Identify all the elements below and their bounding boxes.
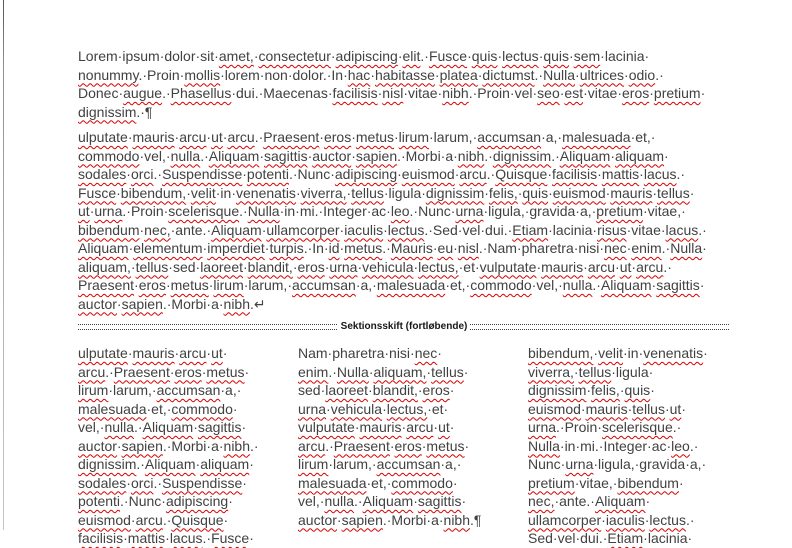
- misspelled-word: lirum: [298, 456, 329, 472]
- text-line: nec,·ante.·Aliquam·: [528, 493, 651, 509]
- misspelled-word: eros: [622, 85, 650, 101]
- misspelled-word: lectus,: [386, 400, 428, 417]
- misspelled-word: venenatis: [643, 345, 704, 361]
- misspelled-word: mauris: [132, 129, 175, 145]
- misspelled-word: amet,: [218, 48, 254, 64]
- misspelled-word: facilisis: [332, 85, 378, 101]
- misspelled-word: urna: [455, 203, 484, 219]
- misspelled-word: urna: [329, 258, 358, 275]
- text-line: Aliquam·elementum·imperdiet·turpis.·In·id·metus.·Mauris·eu·nisl.·Nam·pharetra·nisi·nec·enim.·Nulla·: [78, 240, 707, 256]
- misspelled-word: dignissim: [78, 103, 137, 120]
- column-1: [78, 344, 280, 548]
- misspelled-word: mauris: [359, 419, 402, 435]
- misspelled-word: Nulla: [543, 66, 576, 83]
- misspelled-word: laoreet: [325, 382, 369, 398]
- misspelled-word: tellus: [351, 184, 384, 201]
- misspelled-word: vehicula: [362, 258, 414, 275]
- misspelled-word: adipiscing: [335, 48, 398, 64]
- misspelled-word: sagittis: [656, 277, 700, 293]
- misspelled-word: enim: [631, 240, 662, 256]
- misspelled-word: malesuada: [78, 400, 147, 417]
- misspelled-word: arcu: [227, 129, 255, 145]
- text-line: commodo·vel,·nulla.·Aliquam·sagittis·auctor·sapien.·Morbi·a·nibh.·dignissim.·Aliquam·aliquam·: [78, 147, 669, 164]
- misspelled-word: dignissim: [528, 382, 587, 398]
- text-line: aliquam,·tellus·sed·laoreet·blandit,·eros·urna·vehicula·lectus,·et·vulputate·mauris·arcu·ut·arcu.·: [78, 258, 672, 275]
- misspelled-word: dignissim: [78, 456, 137, 472]
- columns-section: [78, 344, 730, 548]
- misspelled-word: sapien: [121, 295, 163, 312]
- misspelled-word: elit: [402, 48, 421, 64]
- misspelled-word: consectetur: [258, 48, 331, 64]
- text-line: ulputate·mauris·arcu·ut·: [78, 345, 228, 361]
- misspelled-word: vulputate: [479, 258, 537, 275]
- text-line: ulputate·mauris·arcu·ut·arcu.·Praesent·eros·metus·lirum·larum,·accumsan·a,·malesuada·et,·: [78, 129, 656, 145]
- misspelled-word: viverra,: [528, 363, 574, 380]
- misspelled-word: seo: [537, 85, 560, 101]
- misspelled-word: Nulla: [247, 203, 280, 219]
- text-line: malesuada·et,·commodo·: [298, 474, 458, 491]
- misspelled-word: aliquam,: [373, 363, 427, 380]
- text-line: urna.·Proin·scelerisque.·: [528, 419, 682, 435]
- text-line: pretium·vitae,·bibendum·: [528, 474, 684, 491]
- misspelled-word: tellus: [135, 258, 169, 275]
- misspelled-word: auctor: [312, 147, 352, 164]
- misspelled-word: Nulla: [336, 363, 369, 380]
- misspelled-word: aliquam: [615, 147, 665, 164]
- misspelled-word: nisl: [382, 85, 404, 101]
- text-line: dignissim.·Aliquam·aliquam·: [78, 456, 254, 472]
- misspelled-word: leo: [390, 203, 410, 219]
- misspelled-word: malesuada: [562, 129, 631, 145]
- text-line: Nam·pharetra·nisi·nec·: [298, 345, 442, 361]
- misspelled-word: lectus,: [418, 258, 459, 275]
- misspelled-word: arcu: [179, 345, 207, 361]
- misspelled-word: nibh: [223, 295, 250, 312]
- misspelled-word: malesuada: [298, 474, 367, 491]
- column-3: [528, 344, 730, 548]
- misspelled-word: lectus: [649, 511, 686, 528]
- misspelled-word: auctor: [298, 511, 337, 528]
- text-line: Nulla·in·mi.·Integer·ac·leo.·: [528, 437, 699, 454]
- misspelled-word: facilisis: [78, 530, 124, 546]
- misspelled-word: nulla: [562, 277, 593, 293]
- misspelled-word: nulla: [170, 147, 201, 164]
- misspelled-word: lirum: [213, 277, 244, 293]
- misspelled-word: felis,: [488, 184, 518, 201]
- misspelled-word: mauris: [132, 345, 175, 361]
- text-line: auctor·sapien.·Morbi·a·nibh.·: [78, 437, 259, 454]
- misspelled-word: Fusce: [428, 48, 468, 64]
- misspelled-word: eros: [297, 258, 325, 275]
- misspelled-word: velit: [190, 184, 216, 201]
- misspelled-word: nisl: [457, 240, 479, 256]
- misspelled-word: Etiam: [607, 530, 644, 546]
- misspelled-word: nibh: [457, 147, 485, 164]
- misspelled-word: Aliquam: [362, 493, 414, 509]
- misspelled-word: viverra,: [300, 184, 347, 201]
- misspelled-word: mattis: [127, 530, 166, 546]
- misspelled-word: mollis: [184, 66, 221, 83]
- misspelled-word: id: [328, 240, 340, 256]
- text-line: bibendum·nec,·ante.·Aliquam·ullamcorper·iaculis·lectus.·Sed·vel·dui.·Etiam·lacinia·risus·vitae·lacus.·: [78, 221, 707, 238]
- misspelled-word: nonummy: [78, 66, 139, 83]
- misspelled-word: bibendum,: [528, 345, 594, 361]
- misspelled-word: ut: [619, 258, 632, 275]
- text-line: enim.·Nulla·aliquam,·tellus·: [298, 363, 469, 380]
- misspelled-word: ut: [78, 203, 90, 219]
- column-2: [298, 344, 510, 548]
- misspelled-word: arcu: [78, 363, 106, 380]
- misspelled-word: lirum: [78, 382, 109, 398]
- misspelled-word: metus: [206, 363, 245, 380]
- misspelled-word: imperdiet: [207, 240, 265, 256]
- misspelled-word: iaculis: [344, 221, 384, 238]
- misspelled-word: Fusce: [211, 530, 250, 546]
- misspelled-word: Quisque: [495, 166, 548, 182]
- text-line: ullamcorper·iaculis·lectus.·: [528, 511, 695, 528]
- misspelled-word: sagittis: [197, 419, 242, 435]
- text-line: lirum·larum,·accumsan·a,·: [298, 456, 462, 472]
- misspelled-word: aliquam,: [78, 258, 131, 275]
- misspelled-word: venenatis: [236, 184, 296, 201]
- misspelled-word: Nulla: [670, 240, 703, 256]
- misspelled-word: eu: [437, 240, 454, 256]
- misspelled-word: metus: [426, 437, 465, 454]
- misspelled-word: accumsan: [376, 456, 441, 472]
- misspelled-word: accumsan: [156, 382, 221, 398]
- misspelled-word: euismod: [401, 166, 455, 182]
- text-line: Donec·augue.·Phasellus·dui.·Maecenas·facilisis·nisl·vitae·nibh.·Proin·vel·seo·est·vitae·eros·pretium·: [78, 85, 706, 101]
- text-line: Nunc·urna·ligula,·gravida·a,·: [528, 456, 707, 472]
- misspelled-word: tellus: [657, 184, 690, 201]
- misspelled-word: nulla: [324, 493, 355, 509]
- text-line: vel,·nulla.·Aliquam·sagittis·: [298, 493, 467, 509]
- misspelled-word: risus: [597, 221, 627, 238]
- misspelled-word: commodo: [171, 400, 233, 417]
- section-break-marker: [78, 320, 730, 333]
- misspelled-word: arcu: [636, 258, 664, 275]
- misspelled-word: sagittis: [264, 147, 308, 164]
- misspelled-word: Aliquam: [211, 221, 262, 238]
- misspelled-word: sem: [573, 48, 601, 64]
- misspelled-word: arcu: [179, 129, 207, 145]
- misspelled-word: lacus: [169, 530, 203, 546]
- misspelled-word: quis: [522, 184, 549, 201]
- section-break-label: Sektionsskift (fortløbende): [340, 321, 468, 332]
- misspelled-word: ulputate: [78, 345, 128, 361]
- misspelled-word: arcu: [298, 437, 326, 454]
- misspelled-word: eros: [138, 277, 166, 293]
- misspelled-word: habitasse: [374, 66, 435, 83]
- misspelled-word: urna: [528, 419, 557, 435]
- misspelled-word: ullamcorper: [266, 221, 340, 238]
- misspelled-word: metus: [170, 277, 209, 293]
- misspelled-word: aliquam: [200, 456, 250, 472]
- misspelled-word: nibh: [223, 437, 250, 454]
- misspelled-word: Aliquam: [144, 456, 196, 472]
- text-line: ut·urna.·Proin·scelerisque.·Nulla·in·mi.·Integer·ac·leo.·Nunc·urna·ligula,·gravida·a,·pretium·vitae,·: [78, 203, 686, 219]
- text-line: sodales·orci.·Suspendisse·potenti.·Nunc·adipiscing·euismod·arcu.·Quisque·facilisis·mattis·lacus.·: [78, 166, 686, 182]
- section-break-dots-right: [470, 324, 730, 330]
- misspelled-word: arcu: [135, 511, 163, 528]
- text-line: arcu.·Praesent·eros·metus·: [298, 437, 470, 454]
- misspelled-word: felis,: [591, 382, 620, 398]
- text-line: Lorem·ipsum·dolor·sit·amet,·consectetur·adipiscing·elit.·Fusce·quis·lectus·quis·sem·lacinia·: [78, 48, 650, 64]
- misspelled-word: pretium: [653, 85, 701, 101]
- misspelled-word: lirum: [398, 129, 430, 145]
- misspelled-word: dictumst: [482, 66, 535, 83]
- misspelled-word: vehicula: [330, 400, 383, 417]
- misspelled-word: Etiam: [512, 221, 549, 238]
- misspelled-word: sapien: [341, 511, 383, 528]
- misspelled-word: arcu: [587, 258, 616, 275]
- text-line: Praesent·eros·metus·lirum·larum,·accumsan·a,·malesuada·et,·commodo·vel,·nulla.·Aliquam·sagittis·: [78, 277, 705, 293]
- misspelled-word: tellus: [578, 363, 612, 380]
- misspelled-word: arcu: [459, 166, 487, 182]
- misspelled-word: nibh: [442, 85, 469, 101]
- misspelled-word: commodo: [391, 474, 453, 491]
- misspelled-word: accumsan: [477, 129, 542, 145]
- misspelled-word: bibendum,: [120, 184, 187, 201]
- misspelled-word: urna: [298, 400, 327, 417]
- text-line: facilisis·mattis·lacus.·Fusce·: [78, 530, 254, 546]
- misspelled-word: eros: [422, 382, 450, 398]
- misspelled-word: eros: [394, 437, 422, 454]
- misspelled-word: sapien: [355, 147, 398, 164]
- misspelled-word: nulla: [104, 419, 135, 435]
- misspelled-word: Aliquam: [208, 147, 260, 164]
- misspelled-word: quis: [624, 382, 651, 398]
- paragraph-2: [78, 128, 730, 313]
- misspelled-word: est: [564, 85, 584, 101]
- misspelled-word: dignissim: [425, 184, 485, 201]
- misspelled-word: laoreet: [200, 258, 243, 275]
- misspelled-word: tellus: [632, 400, 665, 417]
- text-line: malesuada·et,·commodo·: [78, 400, 238, 417]
- misspelled-word: lectus: [387, 221, 425, 238]
- misspelled-word: adipiscing: [334, 166, 398, 182]
- text-line: arcu.·Praesent·eros·metus·: [78, 363, 250, 380]
- misspelled-word: mauris: [610, 184, 653, 201]
- misspelled-word: turpis: [269, 240, 304, 256]
- text-line: viverra,·tellus·ligula·: [528, 363, 654, 380]
- text-line: auctor·sapien.·Morbi·a·nibh.¶: [298, 511, 482, 528]
- misspelled-word: Praesent: [113, 363, 170, 380]
- misspelled-word: nec: [604, 240, 627, 256]
- misspelled-word: lacus: [665, 221, 699, 238]
- misspelled-word: sodales: [78, 474, 127, 491]
- misspelled-word: Praesent: [333, 437, 390, 454]
- misspelled-word: mauris: [541, 258, 584, 275]
- misspelled-word: sagittis: [417, 493, 462, 509]
- page-edge-line: [3, 0, 4, 530]
- misspelled-word: lectus: [502, 48, 539, 64]
- misspelled-word: Fusce: [78, 184, 117, 201]
- misspelled-word: iaculis: [605, 511, 645, 528]
- misspelled-word: Aliquam: [78, 240, 129, 256]
- misspelled-word: potenti: [78, 493, 121, 509]
- misspelled-word: nec,: [528, 493, 555, 509]
- misspelled-word: Suspendisse: [162, 474, 243, 491]
- misspelled-word: lacus: [643, 166, 677, 182]
- misspelled-word: Nulla: [528, 437, 560, 454]
- misspelled-word: tellus: [431, 363, 464, 380]
- misspelled-word: blandit,: [372, 382, 418, 398]
- misspelled-word: euismod: [528, 400, 581, 417]
- misspelled-word: sodales: [78, 166, 127, 182]
- misspelled-word: ut: [438, 419, 450, 435]
- misspelled-word: facilisis: [552, 166, 598, 182]
- misspelled-word: ullamcorper: [528, 511, 602, 528]
- misspelled-word: Aliquam: [600, 277, 652, 293]
- misspelled-word: commodo: [78, 147, 140, 164]
- misspelled-word: metus: [355, 129, 394, 145]
- misspelled-word: nec: [414, 345, 438, 361]
- text-line: euismod·arcu.·Quisque·: [78, 511, 229, 528]
- misspelled-word: scelerisque: [601, 419, 673, 435]
- misspelled-word: orci: [130, 474, 154, 491]
- misspelled-word: hac: [347, 66, 371, 83]
- text-line: sodales·orci.·Suspendisse·: [78, 474, 247, 491]
- misspelled-word: sapien: [121, 437, 163, 454]
- misspelled-word: mattis: [601, 166, 640, 182]
- misspelled-word: metus: [344, 240, 383, 256]
- misspelled-word: nibh: [443, 511, 470, 528]
- text-line: bibendum,·velit·in·venenatis·: [528, 345, 708, 361]
- misspelled-word: nec,: [144, 221, 171, 238]
- misspelled-word: euismod: [552, 184, 606, 201]
- paragraph-1: [78, 47, 730, 121]
- misspelled-word: vulputate: [298, 419, 355, 435]
- misspelled-word: adipiscing: [165, 493, 229, 509]
- misspelled-word: malesuada: [376, 277, 446, 293]
- text-line: lirum·larum,·accumsan·a,·: [78, 382, 242, 398]
- misspelled-word: ulputate: [78, 129, 128, 145]
- misspelled-word: ut: [669, 400, 682, 417]
- text-line: Fusce·bibendum,·velit·in·venenatis·viverra,·tellus·ligula·dignissim·felis,·quis·euismod·mauris·tellus·: [78, 184, 695, 201]
- text-line: sed·laoreet·blandit,·eros·: [298, 382, 455, 398]
- text-line: urna·vehicula·lectus,·et·: [298, 400, 449, 417]
- text-line: potenti.·Nunc·adipiscing·: [78, 493, 233, 509]
- misspelled-word: Praesent: [263, 129, 320, 145]
- misspelled-word: Praesent: [78, 277, 135, 293]
- misspelled-word: augue: [123, 85, 163, 101]
- misspelled-word: Aliquam: [559, 147, 611, 164]
- misspelled-word: auctor: [78, 437, 117, 454]
- misspelled-word: odio: [628, 66, 656, 83]
- misspelled-word: ultrices: [579, 66, 625, 83]
- misspelled-word: quis: [471, 48, 498, 64]
- misspelled-word: potenti: [246, 166, 289, 182]
- misspelled-word: bibendum: [617, 474, 679, 491]
- misspelled-word: auctor: [78, 295, 117, 312]
- misspelled-word: Phasellus: [170, 85, 232, 101]
- text-line: Sed·vel·dui.·Etiam·lacinia·: [528, 530, 693, 546]
- misspelled-word: pretium: [528, 474, 575, 491]
- misspelled-word: orci: [130, 166, 154, 182]
- misspelled-word: enim: [298, 363, 329, 380]
- text-line: vel,·nulla.·Aliquam·sagittis·: [78, 419, 247, 435]
- document-text-area[interactable]: [78, 47, 730, 548]
- misspelled-word: Mauris: [390, 240, 433, 256]
- misspelled-word: euismod: [78, 511, 131, 528]
- section-break-dots-left: [78, 324, 338, 330]
- misspelled-word: Suspendisse: [162, 166, 243, 182]
- misspelled-word: quis: [543, 48, 570, 64]
- misspelled-word: eros: [174, 363, 202, 380]
- misspelled-word: Aliquam: [594, 493, 646, 509]
- misspelled-word: elementum: [133, 240, 203, 256]
- misspelled-word: mauris: [585, 400, 628, 417]
- misspelled-word: ut: [211, 129, 223, 145]
- misspelled-word: urna: [565, 456, 594, 472]
- misspelled-word: dignissim: [492, 147, 552, 164]
- misspelled-word: platea: [439, 66, 478, 83]
- misspelled-word: blandit,: [247, 258, 293, 275]
- misspelled-word: velit: [598, 345, 623, 361]
- text-line: dignissim·felis,·quis·: [528, 382, 655, 398]
- misspelled-word: accumsan: [292, 277, 356, 293]
- text-line: euismod·mauris·tellus·ut·: [528, 400, 686, 417]
- misspelled-word: Aliquam: [142, 419, 194, 435]
- misspelled-word: bibendum: [78, 221, 140, 238]
- text-line: nonummy.·Proin·mollis·lorem·non·dolor.·In·hac·habitasse·platea·dictumst.·Nulla·ultrices·odio.·: [78, 66, 664, 83]
- misspelled-word: urna: [94, 203, 123, 219]
- misspelled-word: Quisque: [171, 511, 224, 528]
- misspelled-word: pretium: [596, 203, 643, 219]
- misspelled-word: leo: [671, 437, 690, 454]
- misspelled-word: commodo: [470, 277, 532, 293]
- misspelled-word: arcu: [406, 419, 434, 435]
- text-line: dignissim.·¶: [78, 103, 153, 120]
- misspelled-word: scelerisque: [168, 203, 240, 219]
- misspelled-word: eros: [323, 129, 352, 145]
- text-line: auctor·sapien.·Morbi·a·nibh.↵: [78, 295, 266, 312]
- text-line: vulputate·mauris·arcu·ut·: [298, 419, 455, 435]
- misspelled-word: ut: [211, 345, 223, 361]
